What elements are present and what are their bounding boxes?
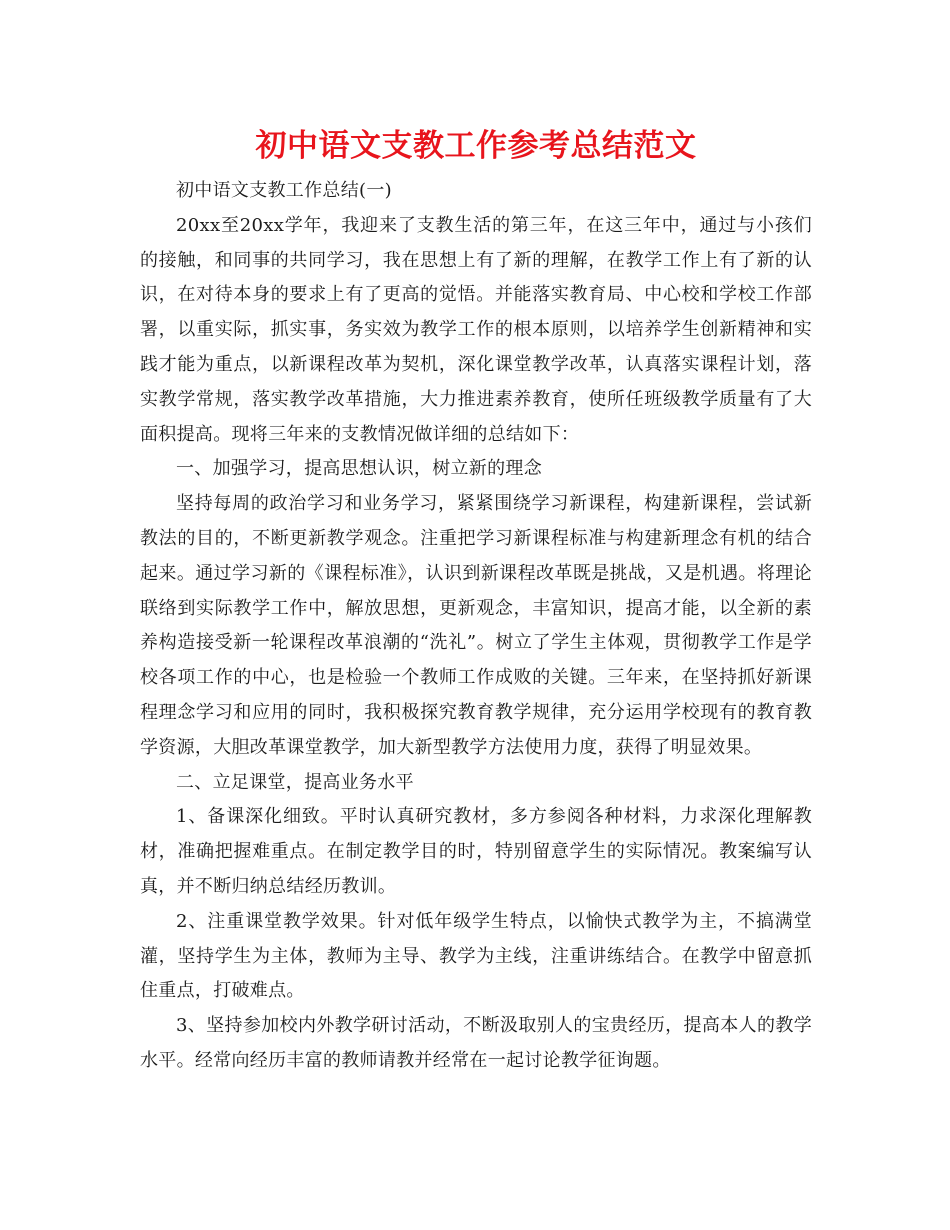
document-title: 初中语文支教工作参考总结范文 — [255, 128, 697, 164]
section-1-heading: 一、加强学习，提高思想认识，树立新的理念 — [176, 458, 542, 480]
section-1-paragraph: 坚持每周的政治学习和业务学习，紧紧围绕学习新课程，构建新课程，尝试新教法的目的，不断更新教学观念。注重把学习新课程标准与构建新理念有机的结合起来。通过学习新的《课程标准》，认识到新课程改革既是挑战，又是机遇。将理论联络到实际教学工作中，解放思想，更新观念，丰富知识，提高才能，以全新的素养构造接受新一轮课程改革浪潮的“洗礼”。树立了学生主体观，贯彻教学工作是学校各项工作的中心，也是检验一个教师工作成败的关键。三年来，在坚持抓好新课程理念学习和应用的同时，我积极探究教育教学规律，充分运用学校现有的教育教学资源，大胆改革课堂教学，加大新型教学方法使用力度，获得了明显效果。 — [140, 493, 812, 758]
document-subtitle: 初中语文支教工作总结(一) — [176, 180, 392, 201]
section-2-item-1: 1、备课深化细致。平时认真研究教材，多方参阅各种材料，力求深化理解教材，准确把握难重点。在制定教学目的时，特别留意学生的实际情况。教案编写认真，并不断归纳总结经历教训。 — [140, 806, 812, 897]
section-2-item-2: 2、注重课堂教学效果。针对低年级学生特点，以愉快式教学为主，不搞满堂灌，坚持学生为主体，教师为主导、教学为主线，注重讲练结合。在教学中留意抓住重点，打破难点。 — [140, 910, 812, 1002]
intro-paragraph: 20xx至20xx学年，我迎来了支教生活的第三年，在这三年中，通过与小孩们的接触，和同事的共同学习，我在思想上有了新的理解，在教学工作上有了新的认识，在对待本身的要求上有了更高的觉悟。并能落实教育局、中心校和学校工作部署，以重实际，抓实事，务实效为教学工作的根本原则，以培养学生创新精神和实践才能为重点，以新课程改革为契机，深化课堂教学改革，认真落实课程计划，落实教学常规，落实教学改革措施，大力推进素养教育，使所任班级教学质量有了大面积提高。现将三年来的支教情况做详细的总结如下： — [140, 214, 812, 445]
document-page — [140, 118, 812, 1079]
section-2-heading: 二、立足课堂，提高业务水平 — [176, 771, 414, 793]
section-2-item-3: 3、坚持参加校内外教学研讨活动，不断汲取别人的宝贵经历，提高本人的教学水平。经常向经历丰富的教师请教并经常在一起讨论教学征询题。 — [140, 1015, 812, 1071]
